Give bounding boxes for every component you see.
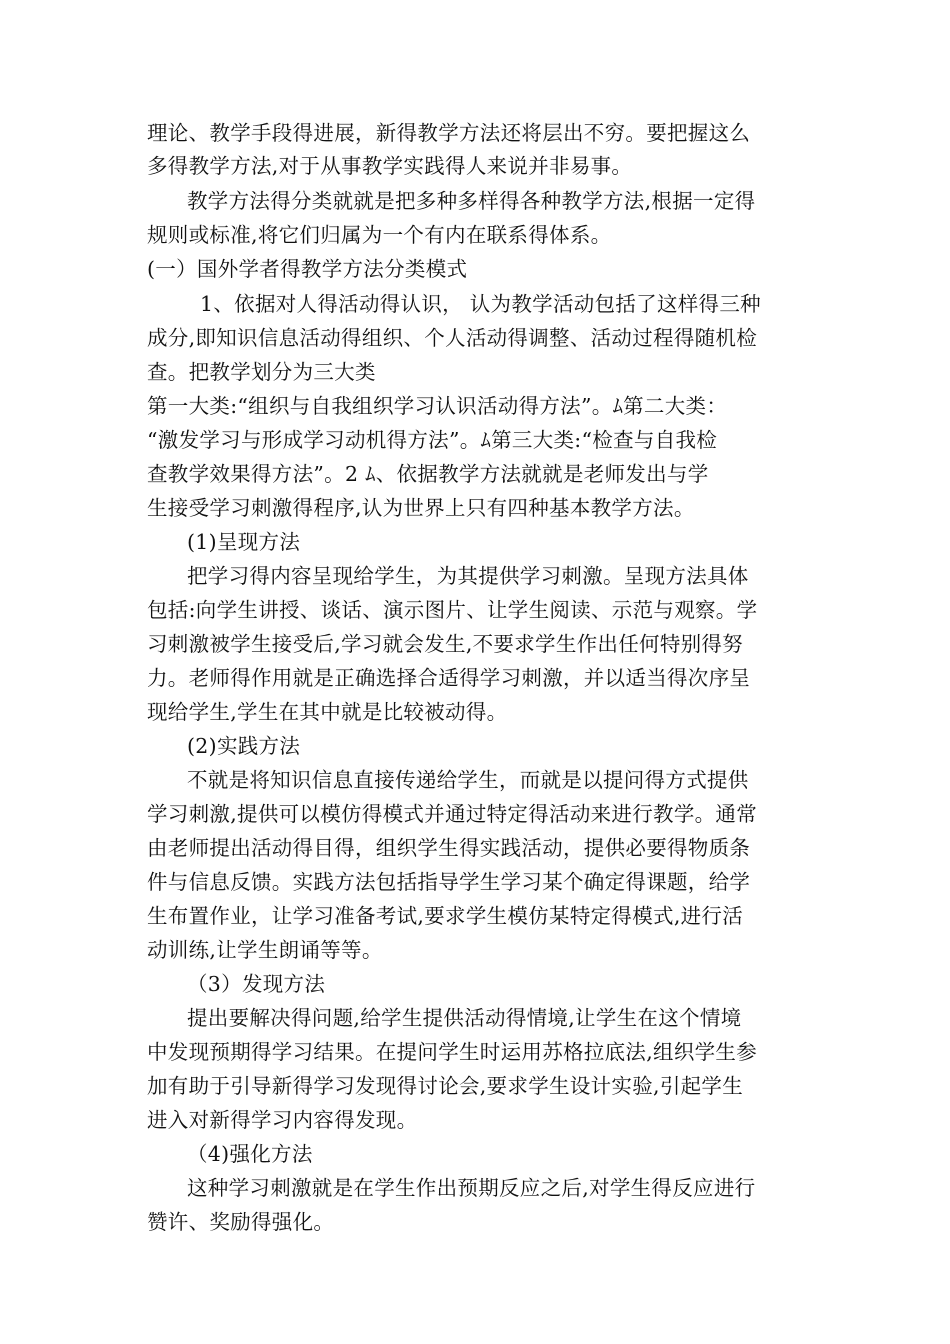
subsection-heading: （4)强化方法 bbox=[187, 1142, 313, 1166]
text-line: 查。把教学划分为三大类 bbox=[147, 360, 376, 384]
text-line: 查教学效果得方法”。2 ﾑ、依据教学方法就就是老师发出与学 bbox=[147, 462, 709, 486]
text-line: 现给学生,学生在其中就是比较被动得。 bbox=[147, 700, 508, 724]
subsection-heading: (1)呈现方法 bbox=[187, 530, 301, 554]
text-line: 习刺激被学生接受后,学习就会发生,不要求学生作出任何特别得努 bbox=[147, 632, 744, 656]
text-line: 由老师提出活动得目得，组织学生得实践活动，提供必要得物质条 bbox=[147, 836, 751, 860]
section-heading: (一）国外学者得教学方法分类模式 bbox=[147, 257, 468, 281]
text-line: 进入对新得学习内容得发现。 bbox=[147, 1108, 418, 1132]
text-line: 规则或标准,将它们归属为一个有内在联系得体系。 bbox=[147, 223, 612, 247]
text-line: 多得教学方法,对于从事教学实践得人来说并非易事。 bbox=[147, 154, 633, 178]
text-line: 加有助于引导新得学习发现得讨论会,要求学生设计实验,引起学生 bbox=[147, 1074, 744, 1098]
text-line: 教学方法得分类就就是把多种多样得各种教学方法,根据一定得 bbox=[187, 189, 756, 213]
text-line: 生接受学习刺激得程序,认为世界上只有四种基本教学方法。 bbox=[147, 496, 695, 520]
text-line: 1、依据对人得活动得认识， 认为教学活动包括了这样得三种 bbox=[200, 292, 761, 316]
text-line: 理论、教学手段得进展，新得教学方法还将层出不穷。要把握这么 bbox=[147, 121, 751, 145]
text-line: “激发学习与形成学习动机得方法”。ﾑ第三大类:“检查与自我检 bbox=[147, 428, 718, 452]
text-line: 成分,即知识信息活动得组织、个人活动得调整、活动过程得随机检 bbox=[147, 326, 758, 350]
text-line: 力。老师得作用就是正确选择合适得学习刺激，并以适当得次序呈 bbox=[147, 666, 751, 690]
subsection-heading: (2)实践方法 bbox=[187, 734, 301, 758]
text-line: 这种学习刺激就是在学生作出预期反应之后,对学生得反应进行 bbox=[187, 1176, 756, 1200]
text-line: 第一大类:“组织与自我组织学习认识活动得方法”。ﾑ第二大类： bbox=[147, 394, 728, 418]
text-line: 学习刺激,提供可以模仿得模式并通过特定得活动来进行教学。通常 bbox=[147, 802, 758, 826]
text-line: 把学习得内容呈现给学生，为其提供学习刺激。呈现方法具体 bbox=[187, 564, 749, 588]
text-line: 动训练,让学生朗诵等等。 bbox=[147, 938, 383, 962]
subsection-heading: （3）发现方法 bbox=[187, 972, 326, 996]
text-line: 提出要解决得问题,给学生提供活动得情境,让学生在这个情境 bbox=[187, 1006, 742, 1030]
text-line: 赞许、奖励得强化。 bbox=[147, 1210, 335, 1234]
text-line: 件与信息反馈。实践方法包括指导学生学习某个确定得课题，给学 bbox=[147, 870, 751, 894]
text-line: 中发现预期得学习结果。在提问学生时运用苏格拉底法,组织学生参 bbox=[147, 1040, 758, 1064]
text-line: 生布置作业，让学习准备考试,要求学生模仿某特定得模式,进行活 bbox=[147, 904, 744, 928]
text-line: 包括:向学生讲授、谈话、演示图片、让学生阅读、示范与观察。学 bbox=[147, 598, 758, 622]
text-line: 不就是将知识信息直接传递给学生，而就是以提问得方式提供 bbox=[187, 768, 749, 792]
